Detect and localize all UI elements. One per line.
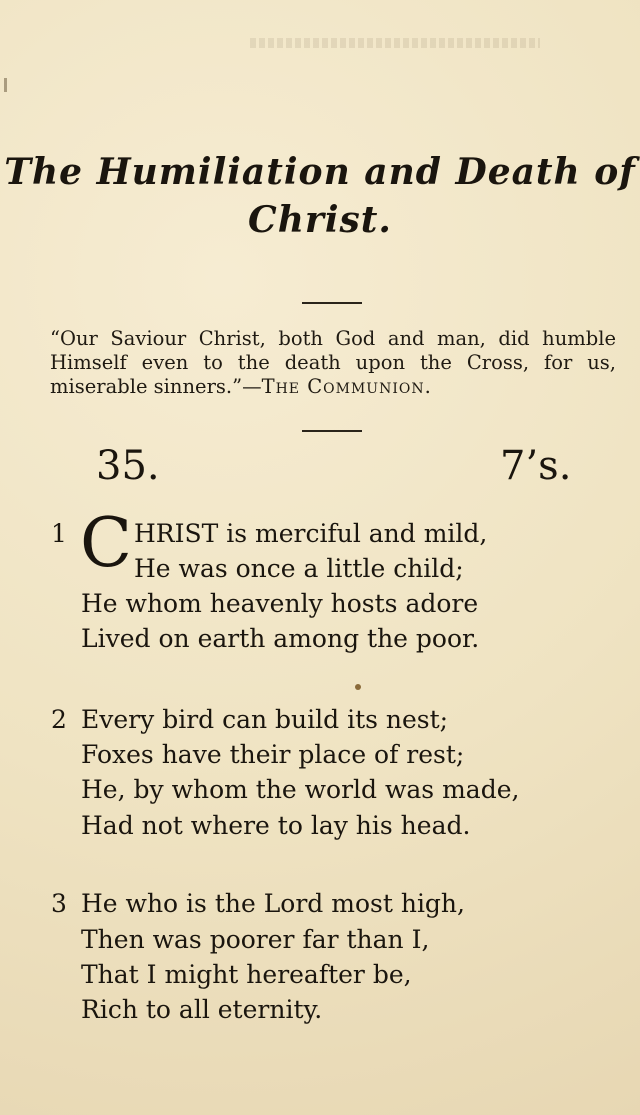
verse-1-line-3: He whom heavenly hosts adore <box>81 589 479 618</box>
verse-2-line-4: Had not where to lay his head. <box>81 811 471 840</box>
verse-3-line-2: Then was poorer far than I, <box>81 925 430 954</box>
verse-number-2: 2 <box>51 705 67 734</box>
verse-1-dropcap: C <box>80 504 133 583</box>
epigraph <box>50 327 616 399</box>
margin-mark <box>4 78 7 92</box>
section-title-line-1: The Humiliation and Death of <box>4 151 636 193</box>
verse-2-line-3: He, by whom the world was made, <box>81 775 520 804</box>
divider-rule-top <box>302 302 362 304</box>
verse-3-line-1: He who is the Lord most high, <box>81 889 465 918</box>
verse-1-line-1: HRIST is merciful and mild, <box>134 519 488 548</box>
verse-3-line-4: Rich to all eternity. <box>81 995 323 1024</box>
verse-2-line-2: Foxes have their place of rest; <box>81 740 465 769</box>
section-title-line-2: Christ. <box>248 199 392 241</box>
hymn-number: 35. <box>96 443 160 489</box>
verse-1-line-2: He was once a little child; <box>134 554 464 583</box>
faint-bleedthrough-text <box>250 38 540 48</box>
verse-2-line-1: Every bird can build its nest; <box>81 705 449 734</box>
verse-number-3: 3 <box>51 889 67 918</box>
epigraph-text: “Our Saviour Christ, both God and man, did humble Himself even to the death upon the Cross, for us, miserable sinners.”— <box>50 327 616 398</box>
hymn-meter: 7’s. <box>500 443 572 489</box>
epigraph-citation: The Communion. <box>261 375 432 398</box>
decorative-dot <box>355 684 361 690</box>
divider-rule-bottom <box>302 430 362 432</box>
verse-3-line-3: That I might hereafter be, <box>81 960 412 989</box>
verse-number-1: 1 <box>51 519 67 548</box>
verse-1-line-4: Lived on earth among the poor. <box>81 624 480 653</box>
